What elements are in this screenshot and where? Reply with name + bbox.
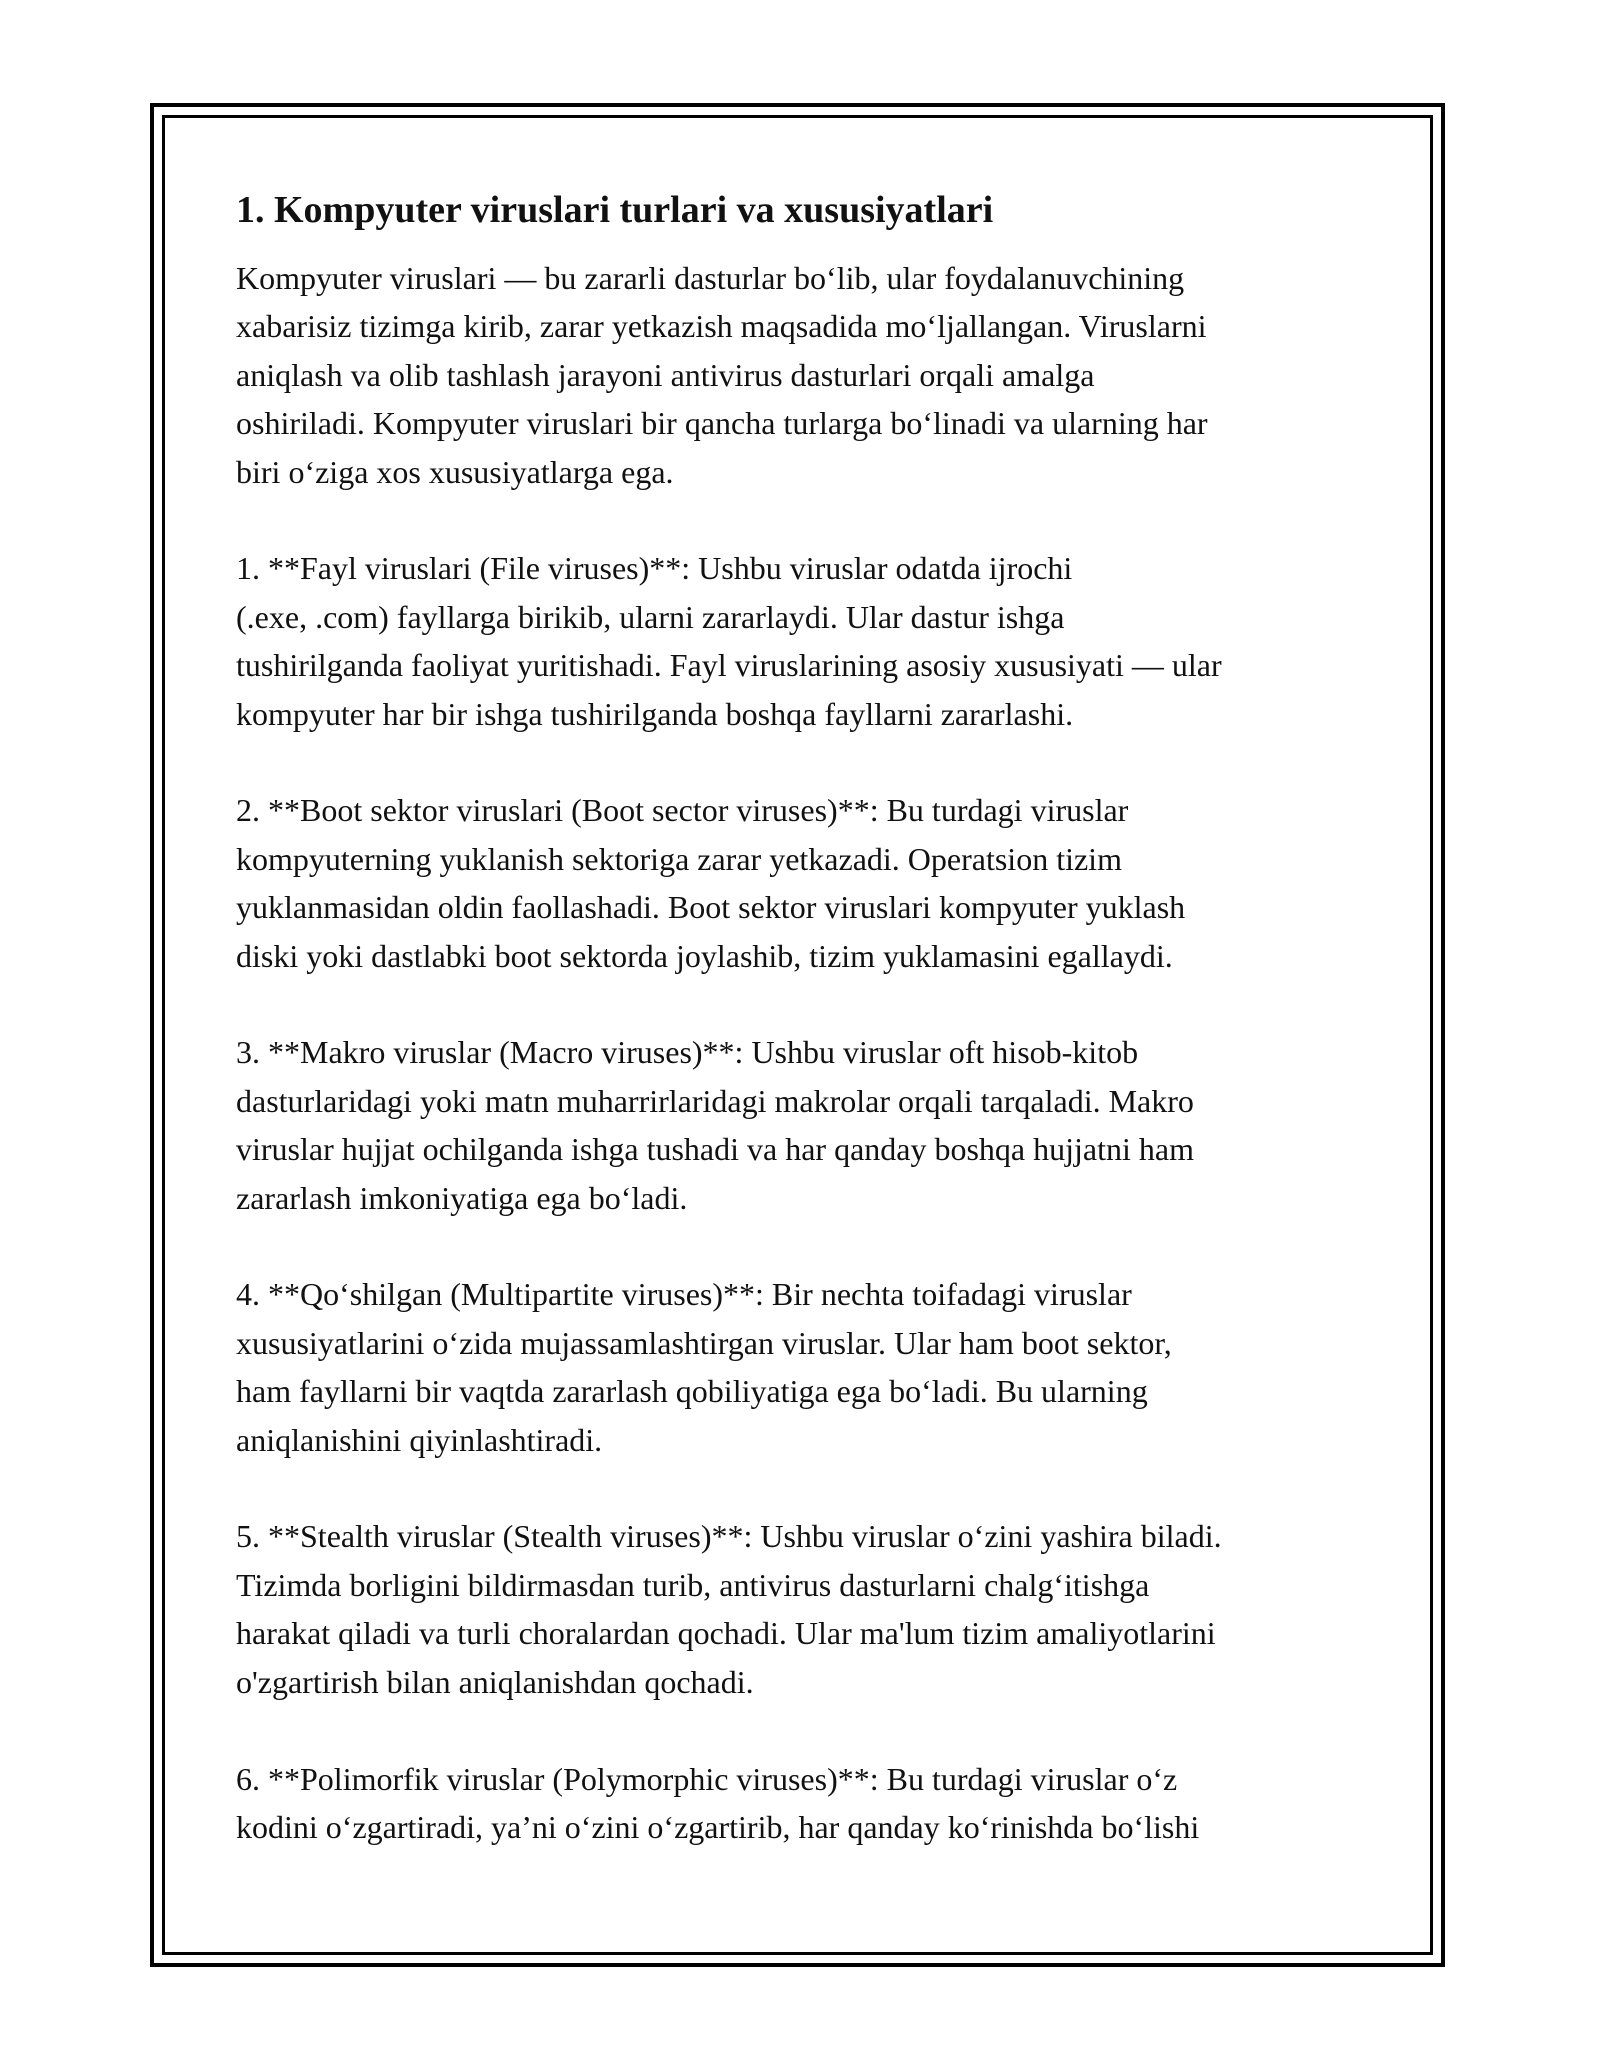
intro-paragraph: [236, 254, 1376, 496]
paragraph-line: 4. **Qo‘shilgan (Multipartite viruses)**: Bir nechta toifadagi viruslar: [236, 1276, 1132, 1313]
stealth-viruses-paragraph: [236, 1512, 1376, 1706]
paragraph-line: Tizimda borligini bildirmasdan turib, antivirus dasturlarni chalg‘itishga: [236, 1566, 1150, 1603]
paragraph-line: 6. **Polimorfik viruslar (Polymorphic viruses)**: Bu turdagi viruslar o‘z: [236, 1760, 1178, 1797]
paragraph-line: kompyuterning yuklanish sektoriga zarar yetkazadi. Operatsion tizim: [236, 840, 1122, 877]
paragraph-line: Kompyuter viruslari — bu zararli dasturlar bo‘lib, ular foydalanuvchining: [236, 260, 1185, 296]
paragraph-line: harakat qiladi va turli choralardan qochadi. Ular ma'lum tizim amaliyotlarini: [236, 1615, 1216, 1652]
paragraph-line: zararlash imkoniyatiga ega bo‘ladi.: [236, 1179, 688, 1216]
paragraph-line: 3. **Makro viruslar (Macro viruses)**: Ushbu viruslar oft hisob-kitob: [236, 1034, 1139, 1071]
paragraph-line: biri o‘ziga xos xususiyatlarga ega.: [236, 453, 674, 490]
paragraph-line: xususiyatlarini o‘zida mujassamlashtirgan viruslar. Ular ham boot sektor,: [236, 1324, 1172, 1361]
paragraph-line: kodini o‘zgartiradi, ya’ni o‘zini o‘zgartirib, har qanday ko‘rinishda bo‘lishi: [236, 1808, 1200, 1845]
paragraph-line: 2. **Boot sektor viruslari (Boot sector viruses)**: Bu turdagi viruslar: [236, 792, 1129, 829]
paragraph-line: dasturlaridagi yoki matn muharrirlaridagi makrolar orqali tarqaladi. Makro: [236, 1082, 1194, 1119]
paragraph-line: 1. **Fayl viruslari (File viruses)**: Ushbu viruslar odatda ijrochi: [236, 550, 1073, 587]
macro-viruses-paragraph: [236, 1028, 1376, 1222]
paragraph-line: 5. **Stealth viruslar (Stealth viruses)**: Ushbu viruslar o‘zini yashira biladi.: [236, 1518, 1222, 1555]
paragraph-line: (.exe, .com) fayllarga birikib, ularni zararlaydi. Ular dastur ishga: [236, 598, 1065, 635]
paragraph-line: oshiriladi. Kompyuter viruslari bir qancha turlarga bo‘linadi va ularning har: [236, 405, 1208, 442]
boot-sector-viruses-paragraph: [236, 786, 1376, 980]
document-title: 1. Kompyuter viruslari turlari va xususiyatlari: [236, 189, 994, 231]
paragraph-line: viruslar hujjat ochilganda ishga tushadi va har qanday boshqa hujjatni ham: [236, 1131, 1194, 1168]
paragraph-line: xabarisiz tizimga kirib, zarar yetkazish maqsadida mo‘ljallangan. Viruslarni: [236, 308, 1207, 345]
paragraph-line: kompyuter har bir ishga tushirilganda boshqa fayllarni zararlashi.: [236, 695, 1074, 732]
paragraph-line: aniqlanishini qiyinlashtiradi.: [236, 1421, 603, 1458]
file-viruses-paragraph: [236, 544, 1376, 738]
paragraph-line: yuklanmasidan oldin faollashadi. Boot sektor viruslari kompyuter yuklash: [236, 889, 1186, 926]
document-body: [236, 186, 1376, 1900]
paragraph-line: aniqlash va olib tashlash jarayoni antivirus dasturlari orqali amalga: [236, 356, 1095, 393]
polymorphic-viruses-paragraph: [236, 1755, 1376, 1852]
paragraph-line: diski yoki dastlabki boot sektorda joylashib, tizim yuklamasini egallaydi.: [236, 937, 1173, 974]
paragraph-line: tushirilganda faoliyat yuritishadi. Fayl viruslarining asosiy xususiyati — ular: [236, 647, 1222, 684]
paragraph-line: o'zgartirish bilan aniqlanishdan qochadi.: [236, 1663, 754, 1700]
paragraph-line: ham fayllarni bir vaqtda zararlash qobiliyatiga ega bo‘ladi. Bu ularning: [236, 1373, 1148, 1410]
multipartite-viruses-paragraph: [236, 1270, 1376, 1464]
